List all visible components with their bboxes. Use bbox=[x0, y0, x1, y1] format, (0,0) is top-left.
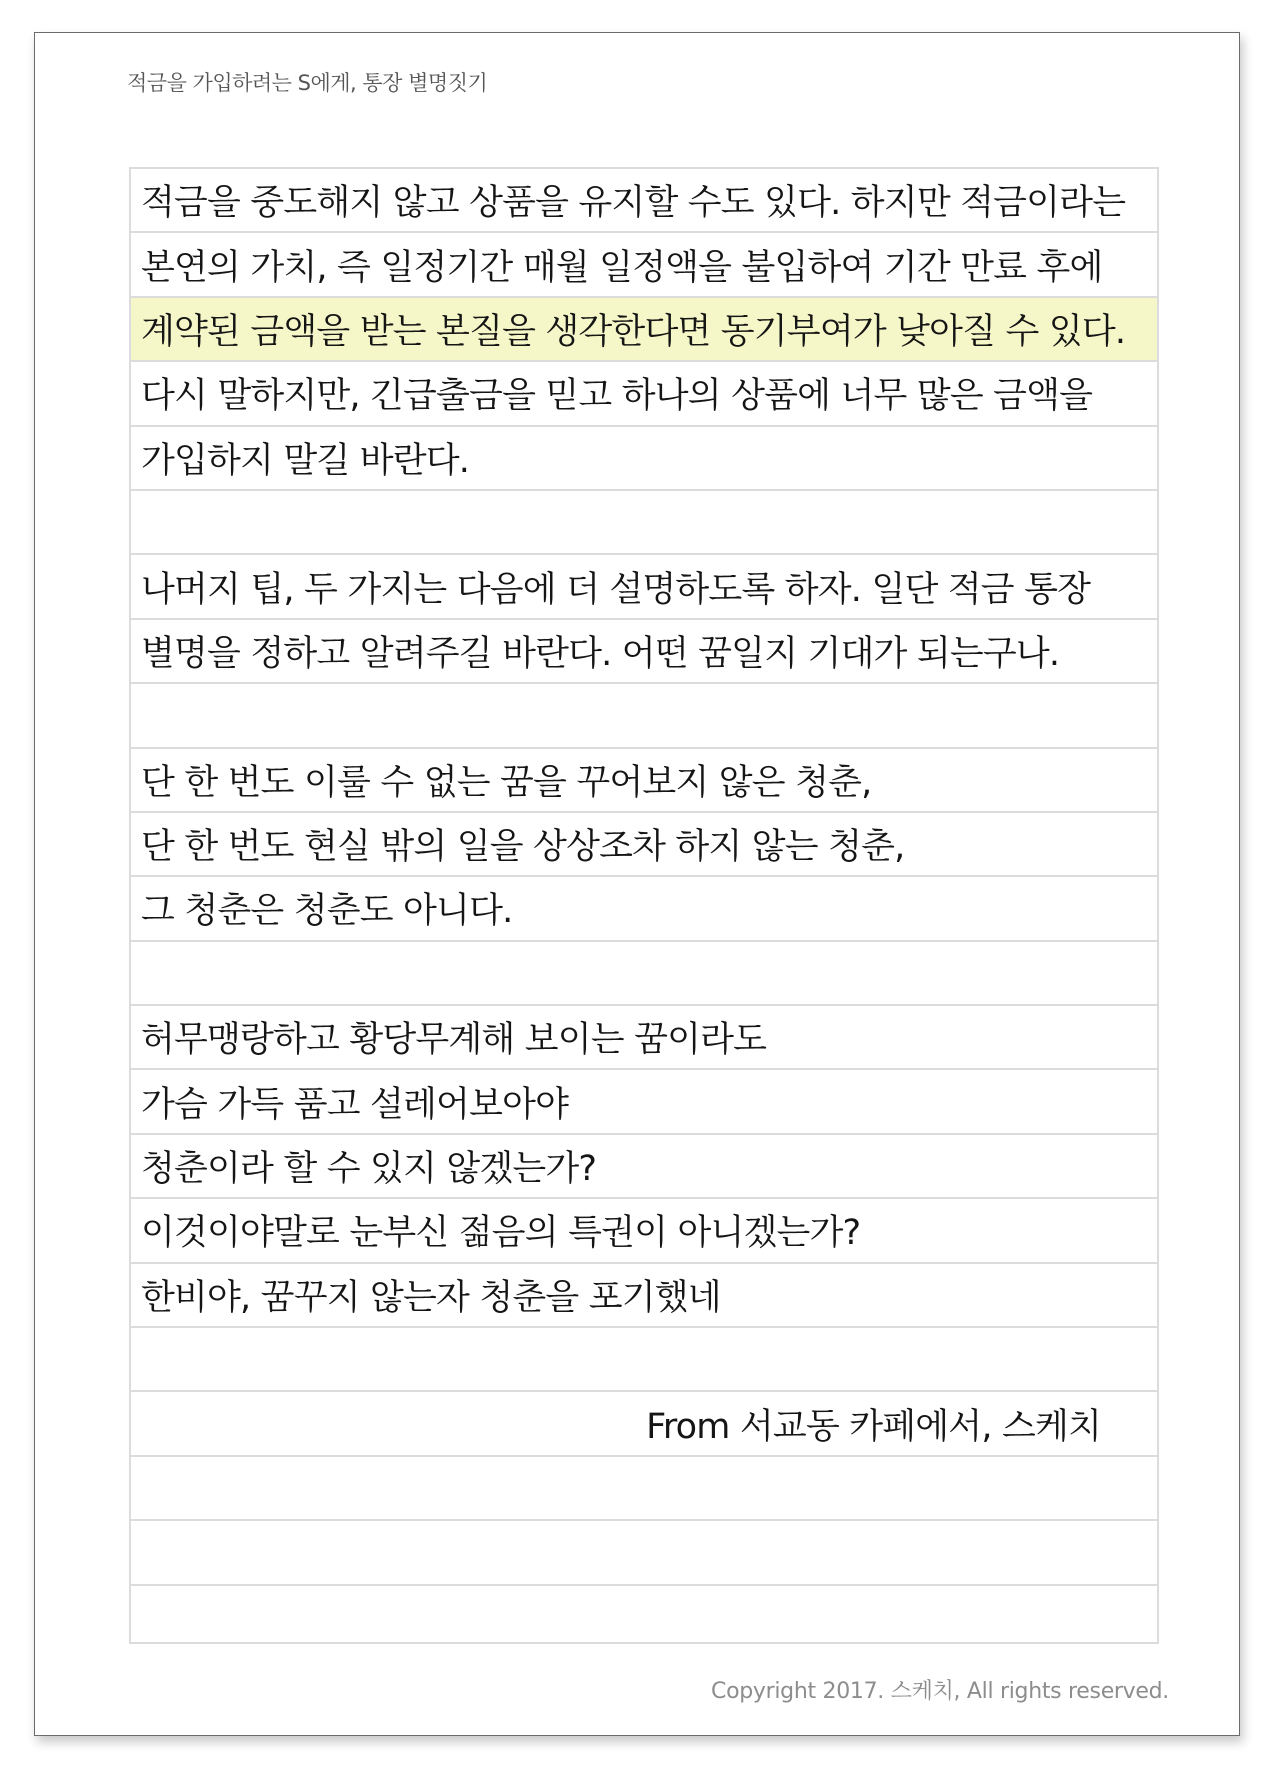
signature-line bbox=[131, 1392, 1157, 1456]
text-line-5 bbox=[131, 427, 1157, 491]
line-text: 별명을 정하고 알려주길 바란다. 어떤 꿈일지 기대가 되는구나. bbox=[141, 633, 1060, 674]
text-line-1 bbox=[131, 169, 1157, 233]
blank-line bbox=[131, 1457, 1157, 1521]
line-text: 단 한 번도 현실 밖의 일을 상상조차 하지 않는 청춘, bbox=[141, 827, 905, 868]
line-text: 청춘이라 할 수 있지 않겠는가? bbox=[141, 1149, 597, 1190]
text-line-2 bbox=[131, 233, 1157, 297]
text-line-4 bbox=[131, 362, 1157, 426]
paper-sheet bbox=[34, 32, 1240, 1736]
page-title: 적금을 가입하려는 S에게, 통장 별명짓기 bbox=[127, 71, 488, 95]
line-text: 단 한 번도 이룰 수 없는 꿈을 꾸어보지 않은 청춘, bbox=[141, 762, 872, 803]
poem-line-6 bbox=[131, 1135, 1157, 1199]
poem-line-4 bbox=[131, 1006, 1157, 1070]
line-text: 한비야, 꿈꾸지 않는자 청춘을 포기했네 bbox=[141, 1277, 721, 1318]
line-text: 계약된 금액을 받는 본질을 생각한다면 동기부여가 낮아질 수 있다. bbox=[141, 311, 1126, 352]
blank-line bbox=[131, 942, 1157, 1006]
poem-line-3 bbox=[131, 877, 1157, 941]
blank-line bbox=[131, 1586, 1157, 1650]
line-text: 적금을 중도해지 않고 상품을 유지할 수도 있다. 하지만 적금이라는 bbox=[141, 183, 1126, 224]
signature-text: From 서교동 카페에서, 스케치 bbox=[646, 1406, 1101, 1447]
line-text: 허무맹랑하고 황당무계해 보이는 꿈이라도 bbox=[141, 1020, 767, 1061]
line-text: 가입하지 말길 바란다. bbox=[141, 440, 470, 481]
text-line-8 bbox=[131, 620, 1157, 684]
blank-line bbox=[131, 684, 1157, 748]
line-text: 이것이야말로 눈부신 젊음의 특권이 아니겠는가? bbox=[141, 1213, 861, 1254]
text-line-7 bbox=[131, 555, 1157, 619]
line-text: 그 청춘은 청춘도 아니다. bbox=[141, 891, 513, 932]
poem-line-7 bbox=[131, 1199, 1157, 1263]
poem-line-2 bbox=[131, 813, 1157, 877]
blank-line bbox=[131, 1521, 1157, 1585]
ruled-text-area bbox=[129, 167, 1159, 1644]
line-text: 나머지 팁, 두 가지는 다음에 더 설명하도록 하자. 일단 적금 통장 bbox=[141, 569, 1091, 610]
quote-attribution-line bbox=[131, 1264, 1157, 1328]
line-text: 다시 말하지만, 긴급출금을 믿고 하나의 상품에 너무 많은 금액을 bbox=[141, 376, 1093, 417]
blank-line bbox=[131, 1328, 1157, 1392]
line-text: 가슴 가득 품고 설레어보아야 bbox=[141, 1084, 569, 1125]
poem-line-1 bbox=[131, 749, 1157, 813]
highlighted-text-line bbox=[131, 298, 1157, 362]
blank-line bbox=[131, 491, 1157, 555]
line-text: 본연의 가치, 즉 일정기간 매월 일정액을 불입하여 기간 만료 후에 bbox=[141, 247, 1103, 288]
copyright-notice: Copyright 2017. 스케치, All rights reserved. bbox=[711, 1679, 1169, 1704]
poem-line-5 bbox=[131, 1070, 1157, 1134]
